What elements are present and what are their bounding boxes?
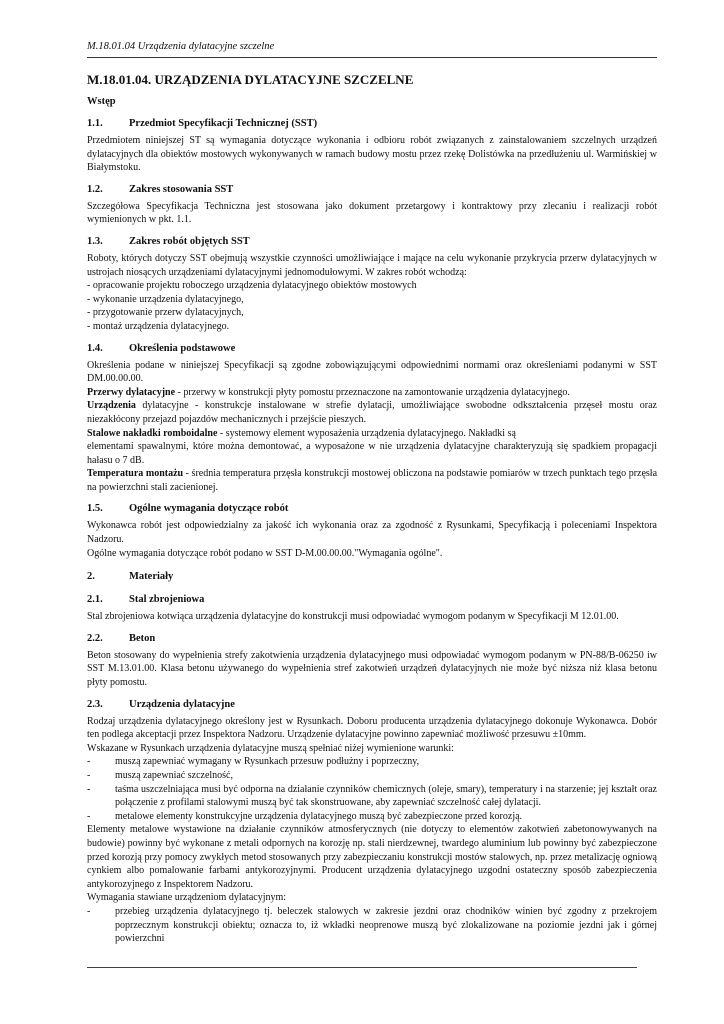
list-item: - metalowe elementy konstrukcyjne urządzenia dylatacyjnego muszą być zabezpieczone przed korozją. <box>87 810 523 822</box>
section-number: 1.1. <box>87 118 103 129</box>
section-heading-2-2 <box>87 632 657 645</box>
paragraph: Wykonawca robót jest odpowiedzialny za jakość ich wykonania oraz za zgodność z Rysunkami, Specyfikacją i poleceniami Inspektora Nadzoru. <box>87 520 657 546</box>
section-heading-2-1 <box>87 593 657 606</box>
section-title: Zakres robót objętych SST <box>129 235 250 247</box>
list-item: - wykonanie urządzenia dylatacyjnego, <box>87 293 244 305</box>
footer-rule <box>87 967 637 968</box>
document-page <box>87 40 657 946</box>
list-item: - przebieg urządzenia dylatacyjnego tj. beleczek stalowych w zakresie jezdni oraz chodników winien być zgodny z przekrojem poprzecznym konstrukcji obiektu; oznacza to, iż wkładki neoprenowe muszą być zlokalizowane na poziomie jezdni jak i górnej powierzchni <box>87 905 657 945</box>
section-title: Ogólne wymagania dotyczące robót <box>129 503 289 515</box>
section-title: Przedmiot Specyfikacji Technicznej (SST) <box>129 118 318 129</box>
paragraph: Wskazane w Rysunkach urządzenia dylatacyjne muszą spełniać niżej wymienione warunki: <box>87 742 454 754</box>
section-title: Zakres stosowania SST <box>129 183 234 195</box>
paragraph: Szczegółowa Specyfikacja Techniczna jest stosowana jako dokument przetargowy i kontraktowy przy zlecaniu i realizacji robót wymienionych w pkt. 1.1. <box>87 200 657 226</box>
definition-text: - systemowy element wyposażenia urządzenia dylatacyjnego. Nakładki są <box>217 427 516 439</box>
paragraph: elementami spawalnymi, które można demontować, a wyposażone w nie urządzenia dylatacyjne charakteryzują się spadkiem propagacji hałasu o 7 dB. <box>87 441 657 466</box>
section-number: 2.1. <box>87 594 103 606</box>
definition-text: dylatacyjne - konstrukcje instalowane w strefie dylatacji, umożliwiające swobodne odkształcenia przęseł mostu oraz niezakłócony przejazd pojazdów mechanicznych i przejście pieszych. <box>87 400 657 425</box>
list-item: - taśma uszczelniająca musi być odporna na działanie czynników chemicznych (oleje, smary), temperatury i na starzenie; jej kształt oraz połączenie z profilami stalowymi muszą być tak skonstruowane, aby zapewniać szczelność całej dylatacji. <box>87 783 657 809</box>
definition-text: - przerwy w konstrukcji płyty pomostu przeznaczone na zamontowanie urządzenia dylatacyjnego. <box>175 386 570 398</box>
section-title: Materiały <box>129 571 174 583</box>
list-item: - opracowanie projektu roboczego urządzenia dylatacyjnego obiektów mostowych <box>87 280 417 292</box>
paragraph: Elementy metalowe wystawione na działanie czynników atmosferycznych (nie dotyczy to elementów zakotwień zabetonowywanych na budowie) powinny być wykonane z metali odpornych na korozję np. stali nierdzewnej, twardego aluminium lub powinny być zabezpieczone przed korozją przy pomocy zwykłych metod stosowanych przy zabezpieczaniu konstrukcji mostów stalowych, np. przez metalizację ogniową cynkiem albo pomalowanie farbami antykorozyjnymi. Producent urządzenia dylatacyjnego uzgodni ostateczny sposób zabezpieczenia antykorozyjnego z Inspektorem Nadzoru. <box>87 824 657 890</box>
section-heading-2-3 <box>87 698 657 711</box>
section-heading-1-1 <box>87 117 657 130</box>
list-item: - muszą zapewniać szczelność, <box>87 770 233 781</box>
document-title: M.18.01.04. URZĄDZENIA DYLATACYJNE SZCZELNE <box>87 72 414 87</box>
intro-heading: Wstęp <box>87 96 116 107</box>
definition <box>87 399 657 426</box>
definition <box>87 427 657 441</box>
section-heading-1-4 <box>87 342 657 355</box>
definition-text: - średnia temperatura przęsła konstrukcji mostowej obliczona na podstawie pomiarów w trzech punktach tego przęsła na powierzchni stali zacienionej. <box>87 468 658 493</box>
section-number: 1.3. <box>87 235 103 247</box>
definition-term: Temperatura montażu <box>87 468 184 480</box>
section-title: Urządzenia dylatacyjne <box>129 698 235 710</box>
paragraph: Określenia podane w niniejszej Specyfikacji są zgodne zobowiązującymi odpowiednimi normami oraz określeniami podanymi w SST DM.00.00.00. <box>87 359 657 385</box>
section-number: 2.2. <box>87 632 103 644</box>
section-number: 2.3. <box>87 698 103 710</box>
section-title: Określenia podstawowe <box>129 342 236 354</box>
definition-term: Przerwy dylatacyjne <box>87 386 176 398</box>
section-title: Beton <box>129 632 156 644</box>
running-header: M.18.01.04 Urządzenia dylatacyjne szczelne <box>87 40 657 58</box>
paragraph: Wymagania stawiane urządzeniom dylatacyjnym: <box>87 892 287 904</box>
paragraph: Beton stosowany do wypełnienia strefy zakotwienia urządzenia dylatacyjnego musi odpowiadać wymogom podanym w PN-88/B-06250 iw SST M.13.01.00. Klasa betonu używanego do wypełnienia stref zakotwień urządzeń dylatacyjnych nie może być niższa niż klasa betonu płyty pomostu. <box>87 649 657 689</box>
definition-term: Urządzenia <box>87 400 136 412</box>
paragraph: Stal zbrojeniowa kotwiąca urządzenia dylatacyjne do konstrukcji musi odpowiadać wymogom podanym w Specyfikacji M 12.01.00. <box>87 611 619 623</box>
paragraph: Przedmiotem niniejszej ST są wymagania dotyczące wykonania i odbioru robót związanych z zainstalowaniem szczelnych urządzeń dylatacyjnych dla obiektów mostowych wykonywanych w ramach budowy mostu przez rzekę Dolistówka na przedłużeniu ul. Warmińskiej w Białymstoku. <box>87 135 657 174</box>
definition <box>87 386 657 400</box>
section-number: 2. <box>87 571 95 583</box>
paragraph: Roboty, których dotyczy SST obejmują wszystkie czynności umożliwiające i mające na celu wykonanie przykrycia przerw dylatacyjnych w ustrojach niosących urządzeniami dylatacyjnymi jednomodułowymi. W zakres robót wchodzą: <box>87 252 657 278</box>
section-heading-1-3 <box>87 235 657 248</box>
list-item: - montaż urządzenia dylatacyjnego. <box>87 320 230 332</box>
definition <box>87 467 657 494</box>
section-number: 1.5. <box>87 503 103 515</box>
list-item: - przygotowanie przerw dylatacyjnych, <box>87 307 244 319</box>
section-number: 1.4. <box>87 342 103 354</box>
section-number: 1.2. <box>87 183 103 195</box>
paragraph: Rodzaj urządzenia dylatacyjnego określony jest w Rysunkach. Doboru producenta urządzenia dylatacyjnego dokonuje Wykonawca. Dobór ten podlega akceptacji przez Inspektora Nadzoru. Urządzenie dylatacyjne powinno zapewniać możliwość przesuwu ±10mm. <box>87 715 657 741</box>
paragraph: Ogólne wymagania dotyczące robót podano w SST D-M.00.00.00."Wymagania ogólne". <box>87 547 443 559</box>
section-heading-2 <box>87 570 657 583</box>
section-title: Stal zbrojeniowa <box>129 594 205 606</box>
list-item: - muszą zapewniać wymagany w Rysunkach przesuw podłużny i poprzeczny, <box>87 756 420 768</box>
section-heading-1-2 <box>87 183 657 196</box>
definition-term: Stalowe nakładki romboidalne <box>87 427 218 439</box>
section-heading-1-5 <box>87 502 657 515</box>
